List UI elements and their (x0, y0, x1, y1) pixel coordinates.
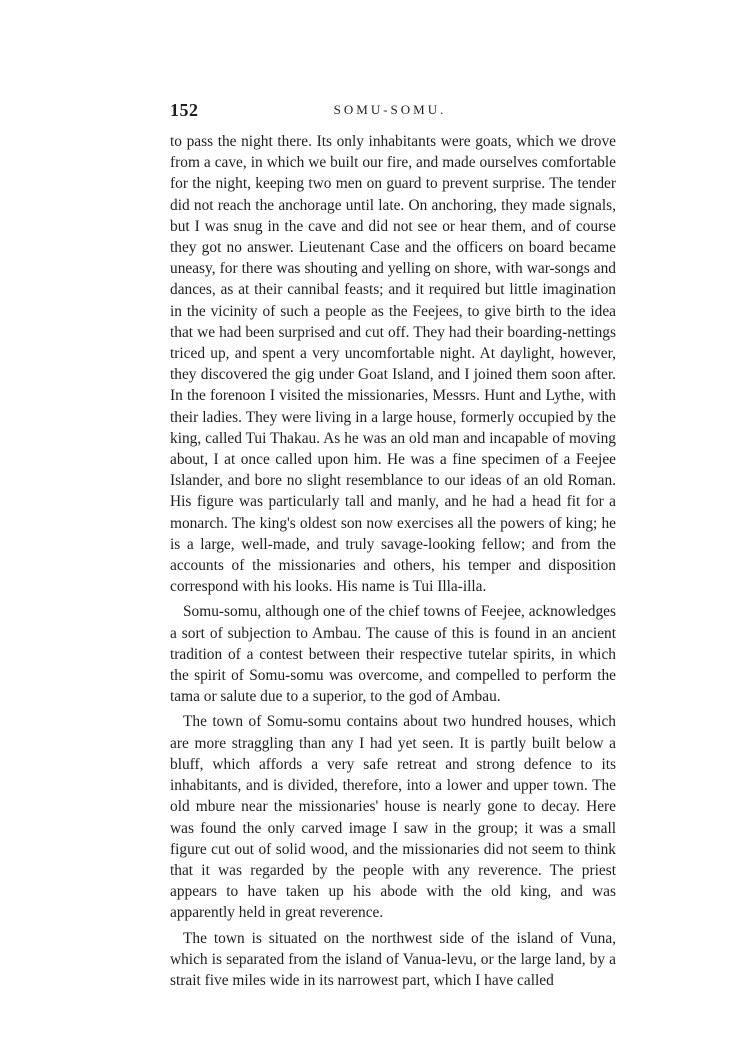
paragraph-continued: to pass the night there. Its only inhabitants were goats, which we drove from a cave, in which we built our fire, and made ourselves comfortable for the night, keeping two men on guard to prevent surprise. The tender did not reach the anchorage until late. On anchoring, they made signals, but I was snug in the cave and did not see or hear them, and of course they got no answer. Lieutenant Case and the officers on board became uneasy, for there was shouting and yelling on shore, with war-songs and dances, as at their cannibal feasts; and it required but little imagination in the vicinity of such a people as the Feejees, to give birth to the idea that we had been surprised and cut off. They had their boarding-nettings triced up, and spent a very uncomfortable night. At daylight, however, they discovered the gig under Goat Island, and I joined them soon after. In the forenoon I visited the missionaries, Messrs. Hunt and Lythe, with their ladies. They were living in a large house, formerly occupied by the king, called Tui Thakau. As he was an old man and incapable of moving about, I at once called upon him. He was a fine specimen of a Feejee Islander, and bore no slight resemblance to our ideas of an old Roman. His figure was particularly tall and manly, and he had a head fit for a monarch. The king's oldest son now exercises all the powers of king; he is a large, well-made, and truly savage-looking fellow; and from the accounts of the missionaries and others, his temper and disposition correspond with his looks. His name is Tui Illa-illa. (170, 133, 616, 596)
paragraph: The town is situated on the northwest side of the island of Vuna, which is separated from the island of Vanua-levu, or the large land, by a strait five miles wide in its narrowest part, which I have called (170, 929, 616, 989)
running-head: SOMU-SOMU. (333, 102, 447, 117)
paragraph: Somu-somu, although one of the chief towns of Feejee, acknowledges a sort of subjection to Ambau. The cause of this is found in an ancient tradition of a contest between their respective tutelar spirits, in which the spirit of Somu-somu was overcome, and compelled to perform the tama or salute due to a superior, to the god of Ambau. (170, 603, 616, 706)
body-text (170, 131, 616, 991)
page-header (170, 100, 610, 126)
page-number: 152 (170, 100, 199, 120)
paragraph: The town of Somu-somu contains about two hundred houses, which are more straggling than any I had yet seen. It is partly built below a bluff, which affords a very safe retreat and strong defence to its inhabitants, and is divided, therefore, into a lower and upper town. The old mbure near the missionaries' house is nearly gone to decay. Here was found the only carved image I saw in the group; it was a small figure cut out of solid wood, and the missionaries did not seem to think that it was regarded by the people with any reverence. The priest appears to have taken up his abode with the old king, and was apparently held in great reverence. (170, 713, 616, 922)
